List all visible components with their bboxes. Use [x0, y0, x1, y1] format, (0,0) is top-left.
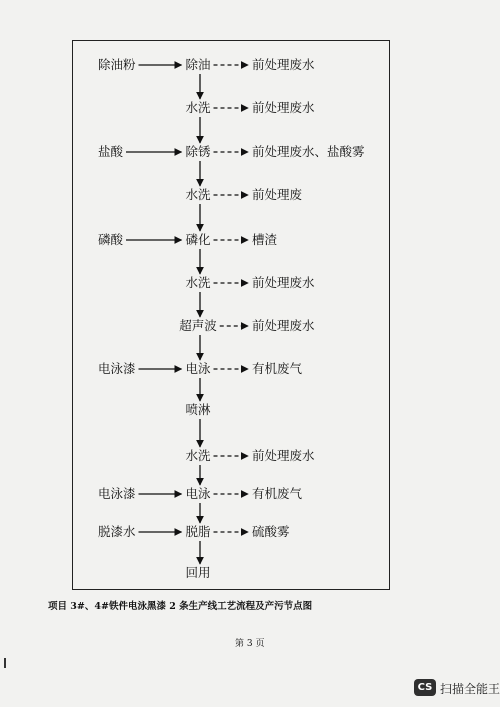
process-node: 电泳	[185, 361, 211, 376]
input-material: 磷酸	[98, 232, 124, 247]
pollutant-output: 有机废气	[252, 486, 303, 501]
pollutant-output: 硫酸雾	[252, 524, 290, 539]
scanner-label: 扫描全能王	[440, 682, 500, 696]
pollutant-output: 前处理废水、盐酸雾	[252, 144, 365, 159]
pollutant-output: 前处理废水	[252, 57, 315, 72]
process-node: 水洗	[185, 100, 211, 115]
pollutant-output: 前处理废水	[252, 275, 315, 290]
input-material: 盐酸	[98, 144, 124, 159]
input-material: 除油粉	[98, 57, 136, 72]
process-node: 水洗	[185, 448, 211, 463]
process-node: 磷化	[185, 232, 211, 247]
page-number: 第 3 页	[235, 639, 265, 649]
pollutant-output: 前处理废水	[252, 318, 315, 333]
pollutant-output: 有机废气	[252, 361, 303, 376]
input-material: 电泳漆	[98, 361, 136, 376]
process-node: 电泳	[185, 486, 211, 501]
figure-caption: 项目 3#、4#铁件电泳黑漆 2 条生产线工艺流程及产污节点图	[48, 601, 313, 612]
pollutant-output: 槽渣	[252, 232, 278, 247]
input-material: 脱漆水	[98, 524, 136, 539]
process-node: 脱脂	[185, 524, 211, 539]
process-node: 除锈	[185, 144, 211, 159]
scanner-logo-icon: CS	[414, 679, 436, 696]
process-node: 超声波	[179, 318, 217, 333]
process-node: 水洗	[185, 275, 211, 290]
pollutant-output: 前处理废	[252, 187, 303, 202]
input-material: 电泳漆	[98, 486, 136, 501]
scan-mark	[4, 658, 6, 668]
process-node: 除油	[185, 57, 211, 72]
pollutant-output: 前处理废水	[252, 100, 315, 115]
process-node: 喷淋	[185, 402, 211, 417]
process-node: 回用	[185, 565, 211, 580]
process-node: 水洗	[185, 187, 211, 202]
pollutant-output: 前处理废水	[252, 448, 315, 463]
